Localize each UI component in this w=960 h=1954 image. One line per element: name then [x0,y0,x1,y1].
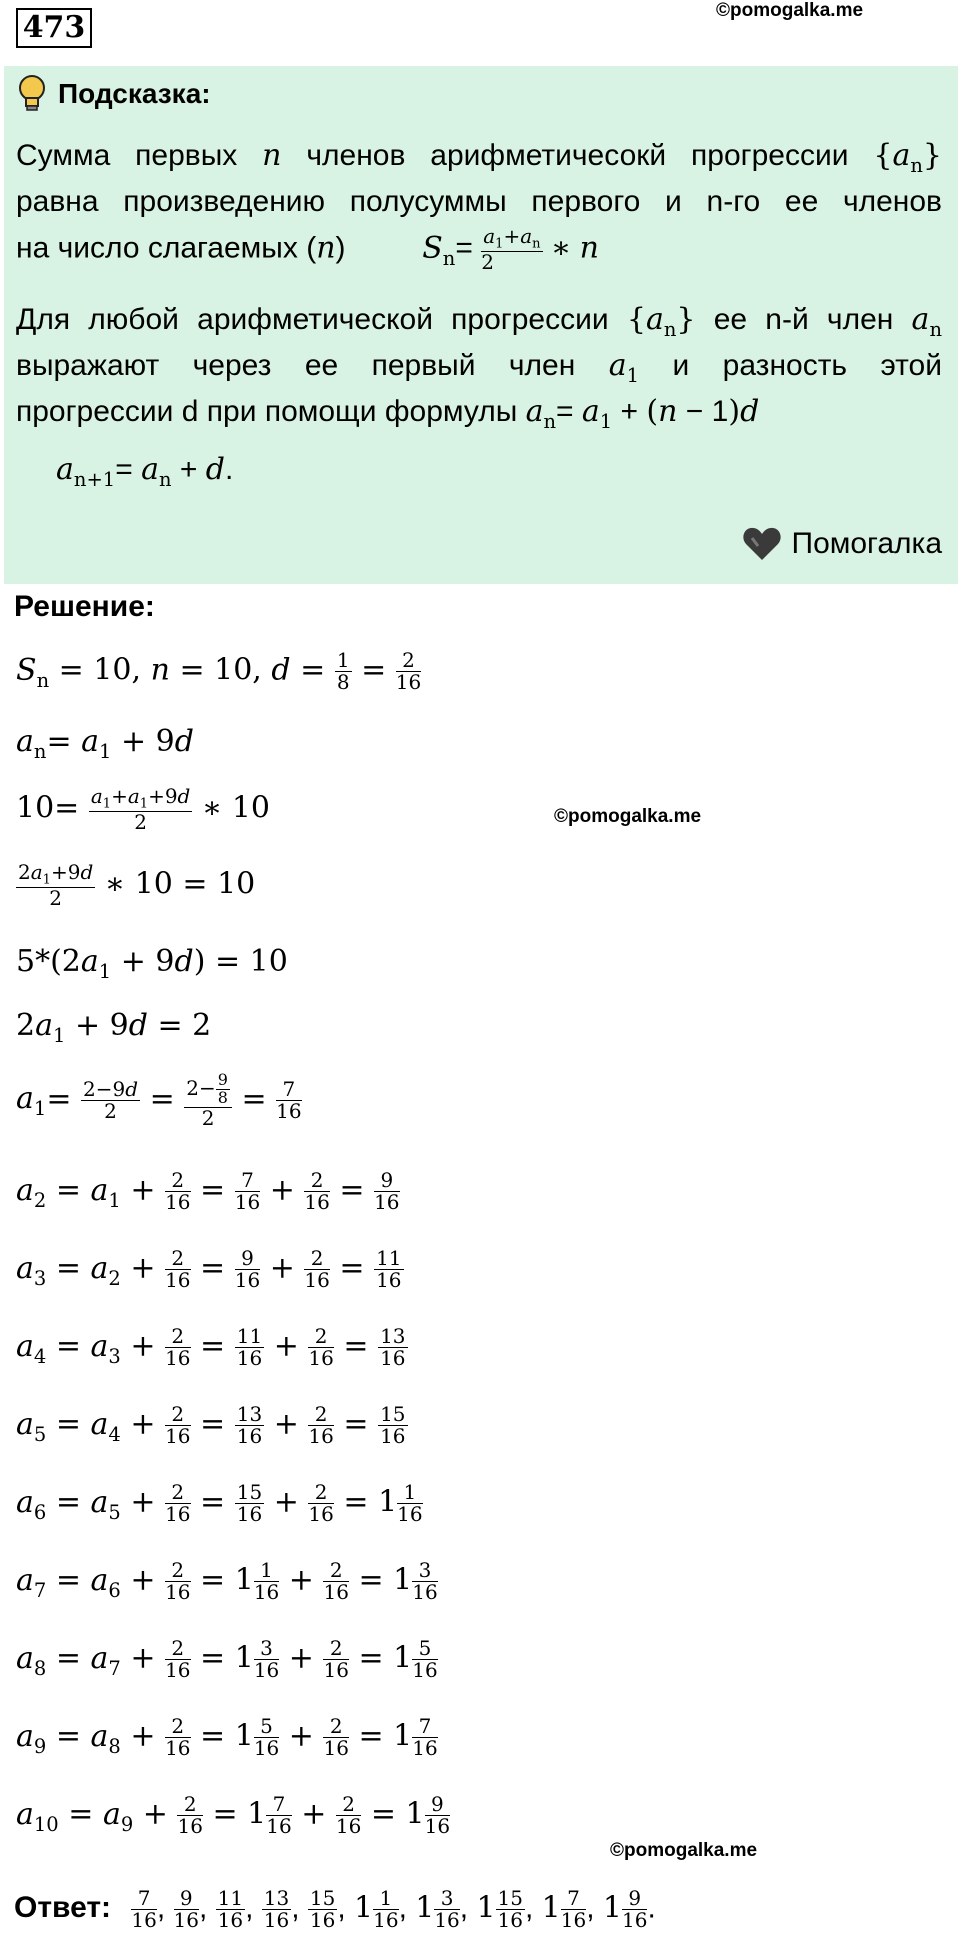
equation-sum: 10= $\frac{a_1+a_1+9d}{2}$ ∗ 10 [16,784,270,835]
equation-a1: $a_1=$ $\frac{2-9d}{2}$ = 2− $\frac{9}{8}$ 2 = $\frac{7}{16}$ [16,1070,302,1130]
equation-a10: $a_{10} = a_9$ + $\frac{2}{16}$ = 1 $\frac{7}{16}$ + $\frac{2}{16}$ = 1 $\frac{9}{16}$ [16,1792,451,1838]
lightbulb-icon [16,74,48,114]
recursive-formula: $a_{n+1}= a_n + d$. [56,452,234,491]
equation-a7: $a_7 = a_6$ + $\frac{2}{16}$ = 1 $\frac{1}{16}$ + $\frac{2}{16}$ = 1 $\frac{3}{16}$ [16,1558,438,1604]
hint-paragraph-2-line-2: выражают через ее первый член $a_1$ и разность этой [16,348,942,387]
equation-a8: $a_8 = a_7$ + $\frac{2}{16}$ = 1 $\frac{3}{16}$ + $\frac{2}{16}$ = 1 $\frac{5}{16}$ [16,1636,438,1682]
watermark-middle: ©pomogalka.me [554,806,702,827]
equation-a4: $a_4 = a_3$ + $\frac{2}{16}$ = $\frac{11}{16}$ + $\frac{2}{16}$ = $\frac{13}{16}$ [16,1324,406,1370]
hint-paragraph-1-line-1: Сумма первых n членов арифметичесокй прогрессии $\{a_n\}$ [16,138,942,177]
equation-sum-2: $\frac{2a_1+9d}{2}$ ∗ 10 = 10 [18,860,256,911]
solution-label: Решение: [14,590,155,623]
equation-a5: $a_5 = a_4$ + $\frac{2}{16}$ = $\frac{13}{16}$ + $\frac{2}{16}$ = $\frac{15}{16}$ [16,1402,406,1448]
hint-paragraph-1-line-2: равна произведению полусуммы первого и n-го ее членов [16,185,942,218]
hint-paragraph-2-line-1: Для любой арифметической прогрессии $\{a_n\}$ ее n-й член $a_n$ [16,302,942,341]
equation-a6: $a_6 = a_5$ + $\frac{2}{16}$ = $\frac{15}{16}$ + $\frac{2}{16}$ = 1 $\frac{1}{16}$ [16,1480,423,1526]
equation-times-5: $5*(2a_1 + 9d) = 10$ [16,944,288,983]
answer-label: Ответ: [14,1891,112,1925]
equation-given: $S_n = 10$, n = 10, d = $\frac{1}{8}$ = $\frac{2}{16}$ [16,648,422,694]
problem-number: 473 [16,8,92,48]
heart-icon [742,526,782,562]
equation-a9: $a_9 = a_8$ + $\frac{2}{16}$ = 1 $\frac{5}{16}$ + $\frac{2}{16}$ = 1 $\frac{7}{16}$ [16,1714,438,1760]
hint-paragraph-1-line-3: на число слагаемых (n) $S_n=$ $\frac{a_1+a_n}{2}$ ∗ n [16,224,599,275]
watermark-bottom: ©pomogalka.me [610,1840,758,1861]
equation-a3: $a_3 = a_2$ + $\frac{2}{16}$ = $\frac{9}{16}$ + $\frac{2}{16}$ = $\frac{11}{16}$ [16,1246,402,1292]
equation-simplified: $2a_1 + 9d = 2$ [16,1008,212,1047]
equation-an: $a_n= a_1 + 9d$ [16,724,194,763]
brand-label: Помогалка [791,527,942,560]
hint-title: Подсказка: [58,78,211,109]
sum-formula: $S_n$ [422,230,456,270]
brand-row [742,526,943,562]
answer-line: Ответ: $\frac{7}{16}$ , $\frac{9}{16}$ , $\frac{11}{16}$ , $\frac{13}{16}$ , $\frac{15}{16}$ , 1 $\frac{1}{16}$ , 1 $\frac{3}{16}$ , 1 $\frac{15}{16}$ , 1 $\frac{7}{16}$ , 1 $\frac{9}{16}$ . [14,1886,656,1932]
hint-paragraph-2-line-3: прогрессии d при помощи формулы $a_n= a_1 + (n - 1)d$ [16,394,760,433]
equation-a2: $a_2 = a_1$ + $\frac{2}{16}$ = $\frac{7}{16}$ + $\frac{2}{16}$ = $\frac{9}{16}$ [16,1168,400,1214]
watermark-top: ©pomogalka.me [716,0,864,21]
